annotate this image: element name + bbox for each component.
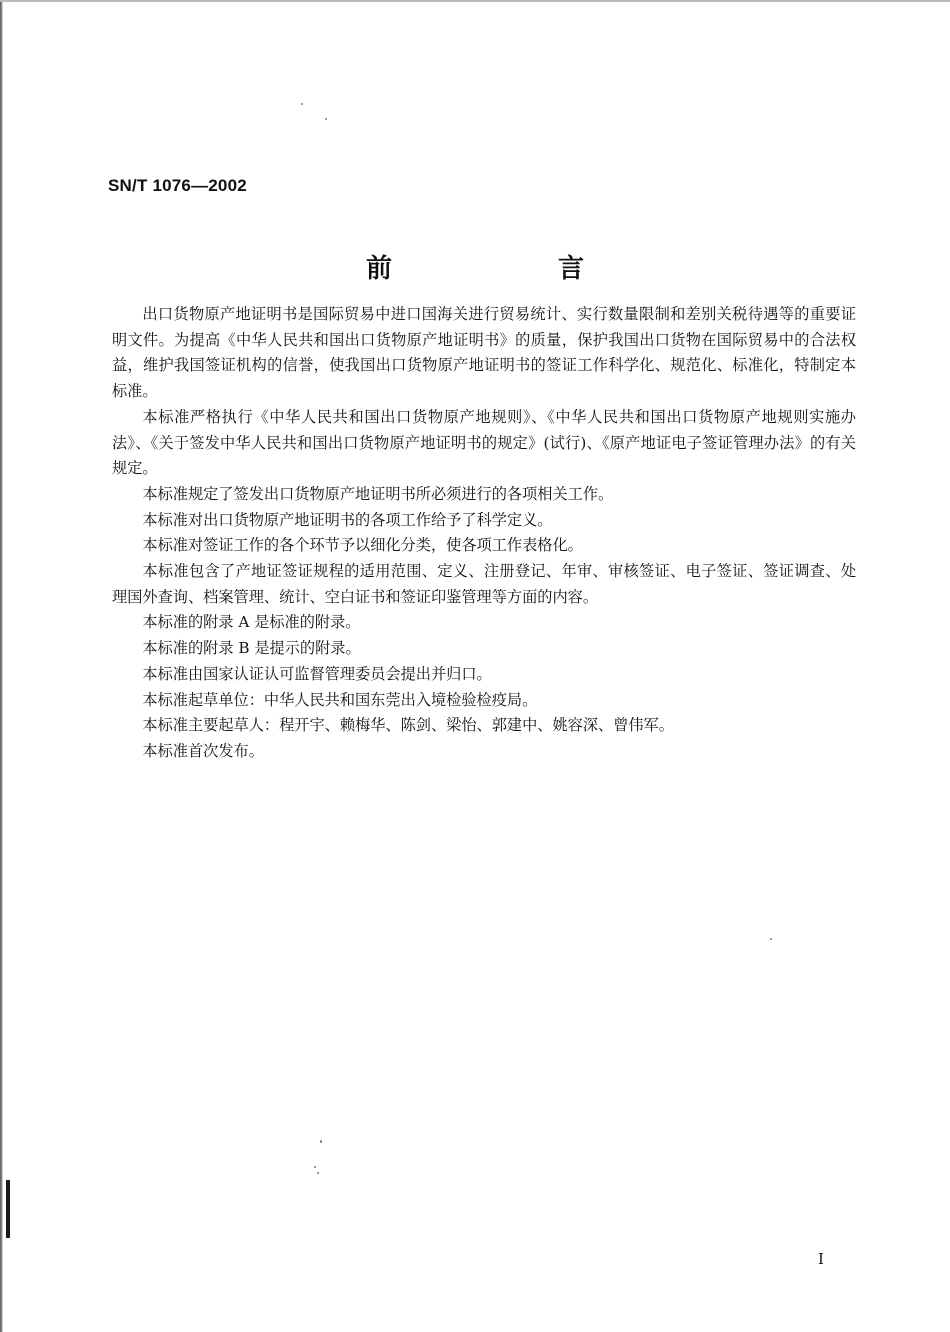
scan-speck: [314, 1166, 316, 1168]
paragraph: 本标准对出口货物原产地证明书的各项工作给予了科学定义。: [142, 510, 553, 529]
paragraph: 本标准的附录 B 是提示的附录。: [142, 639, 361, 658]
scan-speck: [301, 103, 303, 105]
binding-mark: [6, 1180, 10, 1238]
paragraph: 本标准由国家认证认可监督管理委员会提出并归口。: [142, 664, 492, 683]
scan-speck: [325, 118, 327, 120]
paragraph: 本标准起草单位：中华人民共和国东莞出入境检验检疫局。: [142, 690, 538, 709]
paragraph: 本标准主要起草人：程开宇、赖梅华、陈剑、梁怡、郭建中、姚容深、曾伟军。: [142, 716, 674, 735]
standard-code: SN/T 1076—2002: [108, 176, 247, 195]
scan-speck: [770, 938, 772, 940]
page-edge-top: [0, 0, 950, 2]
page-number: I: [818, 1250, 824, 1268]
paragraph: 本标准对签证工作的各个环节予以细化分类，使各项工作表格化。: [142, 536, 583, 555]
page-edge-left: [0, 0, 3, 1332]
paragraph: 本标准规定了签发出口货物原产地证明书所必须进行的各项相关工作。: [142, 484, 614, 503]
scan-speck: [317, 1172, 319, 1174]
paragraph: 出口货物原产地证明书是国际贸易中进口国海关进行贸易统计、实行数量限制和差别关税待遇等的重要证明文件。为提高《中华人民共和国出口货物原产地证明书》的质量，保护我国出口货物在国际贸易中的合法权益，维护我国签证机构的信誉，使我国出口货物原产地证明书的签证工作科学化、规范化、标准化，特制定本标准。: [112, 305, 856, 401]
paragraph: 本标准的附录 A 是标准的附录。: [142, 613, 361, 632]
page-title: 前 言: [365, 254, 654, 284]
foreword-body: [112, 302, 856, 765]
scan-speck: [320, 1140, 322, 1143]
paragraph: 本标准严格执行《中华人民共和国出口货物原产地规则》、《中华人民共和国出口货物原产地规则实施办法》、《关于签发中华人民共和国出口货物原产地证明书的规定》(试行)、《原产地证电子签证管理办法》的有关规定。: [112, 407, 856, 478]
paragraph: 本标准首次发布。: [142, 741, 264, 760]
paragraph: 本标准包含了产地证签证规程的适用范围、定义、注册登记、年审、审核签证、电子签证、签证调查、处理国外查询、档案管理、统计、空白证书和签证印鉴管理等方面的内容。: [112, 562, 856, 606]
